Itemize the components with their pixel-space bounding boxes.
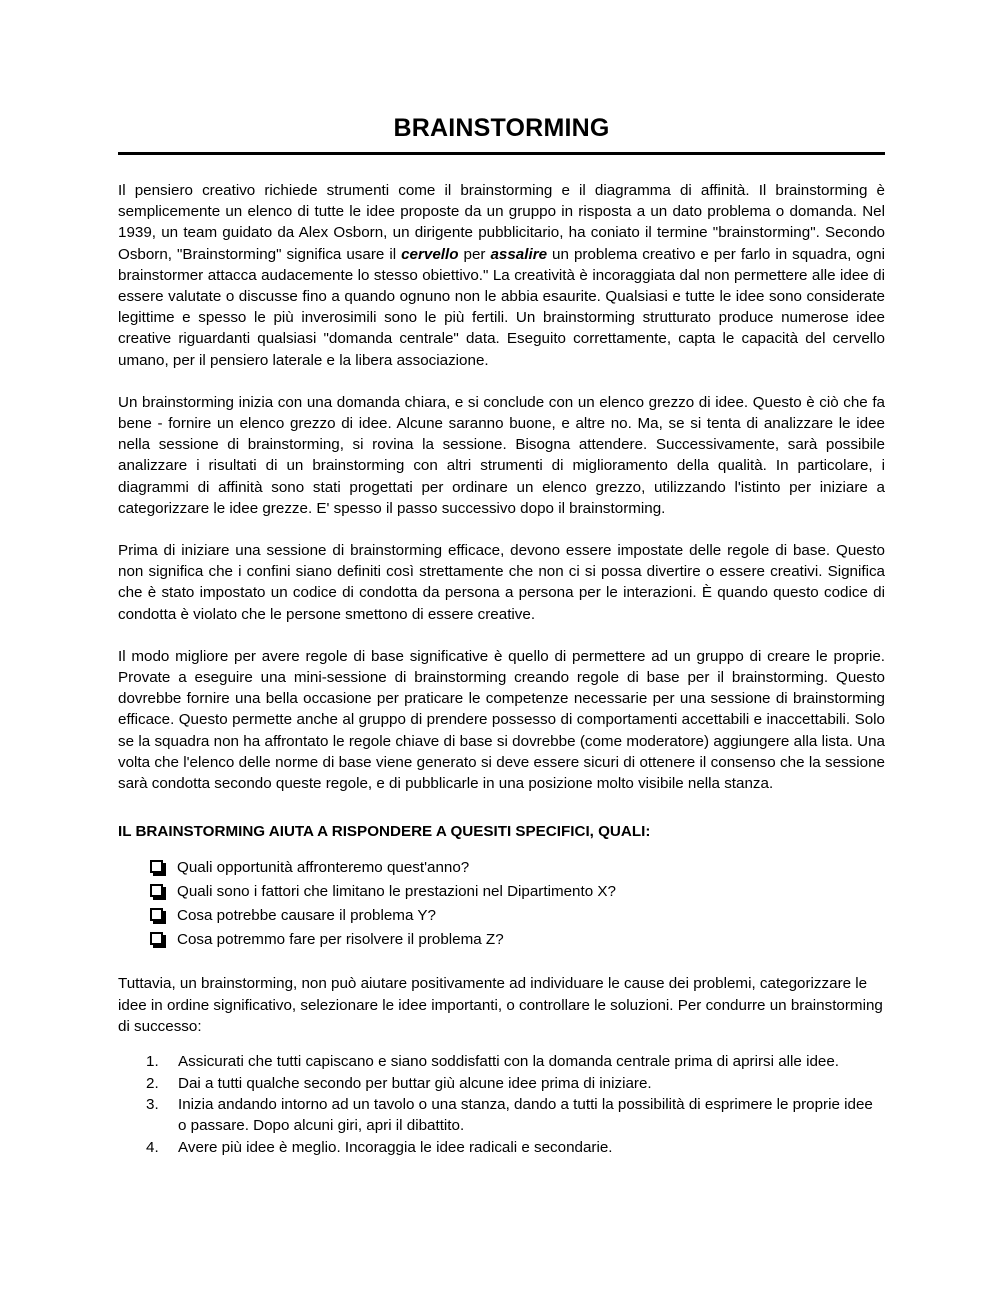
emphasis-cervello: cervello [401,245,459,263]
list-item [118,904,885,928]
list-item [118,1137,885,1158]
list-item-label: Cosa potremmo fare per risolvere il problema Z? [177,931,504,949]
checkbox-icon [150,932,163,945]
checkbox-icon [150,908,163,921]
steps-numbered-list [118,1051,885,1158]
list-item-label: Assicurati che tutti capiscano e siano soddisfatti con la domanda centrale prima di aprirsi alle idee. [178,1053,840,1071]
list-item-label: Inizia andando intorno ad un tavolo o una stanza, dando a tutti la possibilità di esprimere le proprie idee o passare. Dopo alcuni giri, apri il dibattito. [178,1095,873,1135]
paragraph-3: Prima di iniziare una sessione di brainstorming efficace, devono essere impostate delle regole di base. Questo non significa che i confini siano definiti così strettamente che non ci si possa divertire o essere creativi. Significa che è stato impostato un codice di condotta da persona a persona per le interazioni. È quando questo codice di condotta è violato che le persone smettono di essere creative. [118,542,885,623]
emphasis-assalire: assalire [490,245,548,263]
list-item-marker: 1. [146,1053,159,1071]
list-item [118,856,885,880]
paragraph-1-text-part-1: Il pensiero creativo richiede strumenti come il brainstorming e il diagramma di affinità. Il brainstorming è semplicemente un elenco di tutte le idee proposte da un gruppo in risposta a un dato problema o domanda. Nel 1939, un team guidato da Alex Osborn, un dirigente pubblicitario, ha coniato il termine "brainstorming". Secondo Osborn, "Brainstorming" significa usare il [118,182,885,263]
document-content [118,0,885,1158]
title-divider [118,152,885,155]
list-item-marker: 3. [146,1095,159,1113]
paragraph-2: Un brainstorming inizia con una domanda chiara, e si conclude con un elenco grezzo di idee. Questo è ciò che fa bene - fornire un elenco grezzo di idee. Alcune saranno buone, e altre no. Ma, se si tenta di analizzare le idee nella sessione di brainstorming, si rovina la sessione. Bisogna attendere. Successivamente, sarà possibile analizzare i risultati di un brainstorming con altri strumenti di miglioramento della qualità. In particolare, i diagrammi di affinità sono stati progettati per ordinare un elenco grezzo, utilizzando l'istinto per iniziare a categorizzare le idee grezze. E' spesso il passo successivo dopo il brainstorming. [118,393,885,517]
paragraph-1 [118,180,885,371]
list-item-marker: 4. [146,1138,159,1156]
question-check-list [118,856,885,952]
list-item [118,880,885,904]
checkbox-icon [150,884,163,897]
list-item [118,1073,885,1094]
list-item [118,1094,885,1137]
list-item-label: Quali opportunità affronteremo quest'anno? [177,859,470,877]
paragraph-1-text-part-3: un problema creativo e per farlo in squadra, ogni brainstormer attacca audacemente lo stesso obiettivo." La creatività è incoraggiata dal non permettere alle idee di essere valutate o discusse fino a quando ognuno non le abbia esaurite. Qualsiasi e tutte le idee sono considerate legittime e spesso le più inverosimili sono le più fertili. Un brainstorming strutturato produce numerose idee creative riguardanti qualsiasi "domanda centrale" data. Eseguito correttamente, capta le capacità del cervello umano, per il pensiero laterale e la libera associazione. [118,245,885,369]
list-item-label: Cosa potrebbe causare il problema Y? [177,907,436,925]
list-item-marker: 2. [146,1074,159,1092]
paragraph-1-text-part-2: per [458,245,491,263]
page-title: BRAINSTORMING [393,114,610,142]
section-heading: IL BRAINSTORMING AIUTA A RISPONDERE A QUESITI SPECIFICI, QUALI: [118,823,651,841]
list-item-label: Dai a tutti qualche secondo per buttar giù alcune idee prima di iniziare. [178,1074,652,1092]
list-item-label: Avere più idee è meglio. Incoraggia le idee radicali e secondarie. [178,1138,613,1156]
list-item [118,1051,885,1072]
list-item-label: Quali sono i fattori che limitano le prestazioni nel Dipartimento X? [177,883,616,901]
checkbox-icon [150,860,163,873]
paragraph-4: Il modo migliore per avere regole di base significative è quello di permettere ad un gruppo di creare le proprie. Provate a eseguire una mini-sessione di brainstorming creando regole di base per il brainstorming. Questo dovrebbe fornire una bella occasione per praticare le competenze necessarie per una sessione di brainstorming efficace. Questo permette anche al gruppo di prendere possesso di comportamenti accettabili e inaccettabili. Solo se la squadra non ha affrontato le regole chiave di base si dovrebbe (come moderatore) aggiungere alla lista. Una volta che l'elenco delle norme di base viene generato si deve essere sicuri di ottenere il consenso che la sessione sarà condotta secondo queste regole, e di pubblicarle in una posizione molto visibile nella stanza. [118,647,885,793]
list-item [118,928,885,952]
paragraph-5: Tuttavia, un brainstorming, non può aiutare positivamente ad individuare le cause dei problemi, categorizzare le idee in ordine significativo, selezionare le idee importanti, o controllare le soluzioni. Per condurre un brainstorming di successo: [118,975,883,1035]
